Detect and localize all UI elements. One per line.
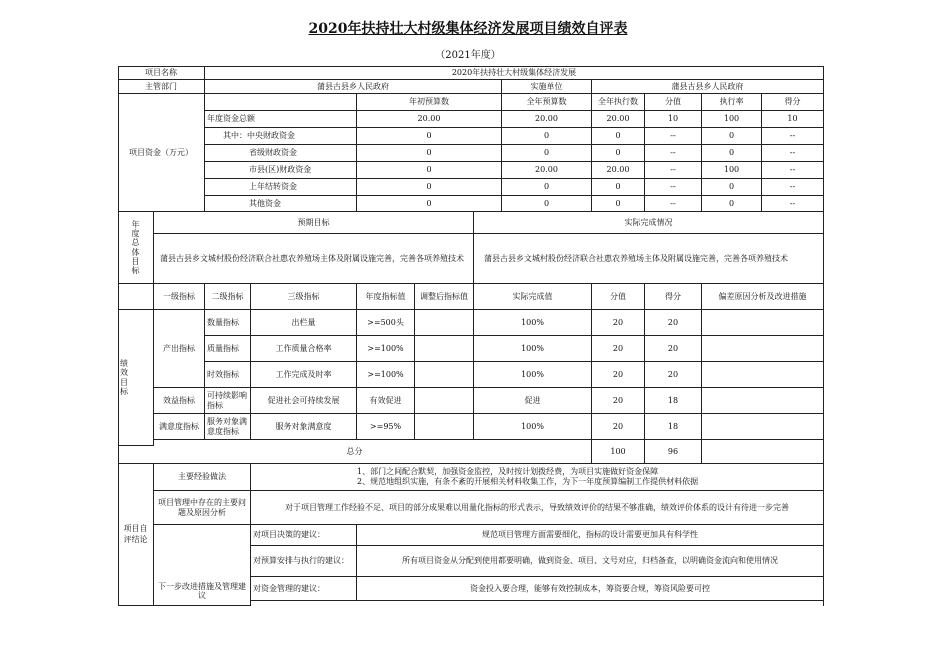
- experience-line: 2、规范地组织实施，有条不紊的开展相关材料收集工作，为下一年度预算编制工作提供材料依据: [357, 477, 699, 486]
- indicator-header: 偏差原因分析及改进措施: [702, 284, 824, 310]
- table-grid: [118, 66, 824, 606]
- total-label: 总分: [118, 440, 592, 464]
- fund-cell: 0: [502, 145, 592, 162]
- next-steps-label: 下一步改进措施及管理建议: [154, 525, 251, 606]
- fund-row-name: 其中：中央财政资金: [205, 128, 357, 145]
- fund-cell: 0: [357, 179, 502, 196]
- fund-row-name: 市县(区)财政资金: [205, 162, 357, 179]
- indicator-l1: 产出指标: [154, 310, 205, 388]
- project-name-label: 项目名称: [118, 66, 205, 80]
- fund-cell: --: [762, 196, 824, 212]
- fund-row-name: 上年结转资金: [205, 179, 357, 196]
- indicator-l2: 时效指标: [205, 362, 251, 388]
- fund-cell: --: [645, 162, 702, 179]
- performance-goal-label: 绩效目标: [118, 310, 154, 446]
- indicator-header: 年度指标值: [357, 284, 415, 310]
- indicator-adjusted: [415, 414, 474, 440]
- total-note: [702, 440, 824, 464]
- fund-cell: 100: [702, 111, 762, 128]
- indicator-adjusted: [415, 362, 474, 388]
- fund-cell: 0: [357, 196, 502, 212]
- annual-goal-label: 年度总体目标: [118, 212, 154, 284]
- indicator-score: 20: [592, 388, 645, 414]
- indicator-header: 实际完成值: [474, 284, 592, 310]
- funds-header: 分值: [645, 94, 702, 111]
- funds-header: 全年执行数: [592, 94, 645, 111]
- fund-cell: --: [762, 162, 824, 179]
- indicator-actual: 100%: [474, 362, 592, 388]
- funds-header-blank: [205, 94, 357, 111]
- indicator-got: 18: [645, 388, 702, 414]
- funds-header: 执行率: [702, 94, 762, 111]
- problem-label: 项目管理中存在的主要问题及原因分析: [154, 491, 251, 525]
- indicator-score: 20: [592, 336, 645, 362]
- fund-cell: --: [762, 128, 824, 145]
- indicator-header: 调整后指标值: [415, 284, 474, 310]
- fund-cell: 10: [762, 111, 824, 128]
- indicator-l2: 数量指标: [205, 310, 251, 336]
- fund-cell: 20.00: [502, 111, 592, 128]
- indicator-score: 20: [592, 362, 645, 388]
- expected-goal-header: 预期目标: [154, 212, 474, 234]
- fund-cell: --: [762, 145, 824, 162]
- fund-cell: 20.00: [592, 162, 645, 179]
- fund-cell: 0: [502, 179, 592, 196]
- indicator-actual: 100%: [474, 310, 592, 336]
- indicator-header: 分值: [592, 284, 645, 310]
- indicator-adjusted: [415, 310, 474, 336]
- indicator-got: 18: [645, 414, 702, 440]
- indicator-score: 20: [592, 414, 645, 440]
- indicator-corner: [118, 284, 154, 310]
- indicator-header: 一级指标: [154, 284, 205, 310]
- indicator-l1: 满意度指标: [154, 414, 205, 440]
- indicator-adjusted: [415, 388, 474, 414]
- advice-value: 所有项目资金从分配到使用都要明确，做到资金、项目、文号对应，归档备查，以明确资金流向和使用情况: [357, 546, 824, 577]
- actual-goal-header: 实际完成情况: [474, 212, 824, 234]
- fund-cell: --: [645, 145, 702, 162]
- indicator-got: 20: [645, 362, 702, 388]
- indicator-note: [702, 310, 824, 336]
- indicator-got: 20: [645, 336, 702, 362]
- fund-cell: 0: [357, 162, 502, 179]
- funds-header: 得分: [762, 94, 824, 111]
- fund-cell: 0: [702, 196, 762, 212]
- fund-cell: 0: [592, 128, 645, 145]
- fund-cell: 0: [592, 145, 645, 162]
- fund-cell: 0: [702, 128, 762, 145]
- indicator-l3: 促进社会可持续发展: [251, 388, 357, 414]
- fund-row-name: 年度资金总额: [205, 111, 357, 128]
- fund-cell: 0: [502, 196, 592, 212]
- fund-cell: --: [645, 179, 702, 196]
- fund-cell: 0: [702, 145, 762, 162]
- indicator-l2: 质量指标: [205, 336, 251, 362]
- fund-cell: 0: [592, 179, 645, 196]
- funds-header: 年初预算数: [357, 94, 502, 111]
- advice-key: 对资金管理的建议：: [251, 577, 357, 601]
- indicator-target: >=500头: [357, 310, 415, 336]
- experience-line: 1、部门之间配合默契，加强资金监控，及时按计划拨经费，为项目实施做好资金保障: [357, 467, 659, 477]
- indicator-target: >=100%: [357, 362, 415, 388]
- indicator-target: >=100%: [357, 336, 415, 362]
- fund-cell: 10: [645, 111, 702, 128]
- table-cut-edge: [251, 601, 824, 606]
- indicator-note: [702, 336, 824, 362]
- impl-label: 实施单位: [502, 80, 592, 94]
- indicator-note: [702, 414, 824, 440]
- conclusion-label: 项目自评结论: [118, 464, 154, 606]
- indicator-actual: 100%: [474, 414, 592, 440]
- advice-key: 对预算安排与执行的建议：: [251, 546, 357, 577]
- indicator-actual: 100%: [474, 336, 592, 362]
- indicator-l2: 服务对象满意度指标: [205, 414, 251, 440]
- advice-value: 资金投入要合理，能够有效控制成本，筹资要合规，筹资风险要可控: [357, 577, 824, 601]
- fund-cell: --: [645, 128, 702, 145]
- indicator-target: >=95%: [357, 414, 415, 440]
- advice-value: 规范项目管理方面需要细化，指标的设计需要更加具有科学性: [357, 525, 824, 546]
- fund-cell: 20.00: [502, 162, 592, 179]
- fund-cell: --: [645, 196, 702, 212]
- indicator-l3: 工作质量合格率: [251, 336, 357, 362]
- indicator-l3: 服务对象满意度: [251, 414, 357, 440]
- indicator-actual: 促进: [474, 388, 592, 414]
- impl-value: 蒲县古县乡人民政府: [592, 80, 824, 94]
- indicator-got: 20: [645, 310, 702, 336]
- report-year: （2021年度）: [435, 50, 501, 61]
- total-score: 100: [592, 440, 645, 464]
- actual-goal: 蒲县古县乡文城村股份经济联合社惠农养殖场主体及附属设施完善，完善各项养殖技术: [474, 234, 824, 284]
- fund-cell: --: [762, 179, 824, 196]
- fund-cell: 100: [702, 162, 762, 179]
- fund-cell: 0: [592, 196, 645, 212]
- dept-label: 主管部门: [118, 80, 205, 94]
- page-title: 2020年扶持壮大村级集体经济发展项目绩效自评表: [308, 21, 628, 37]
- indicator-note: [702, 362, 824, 388]
- experience-text: [251, 464, 824, 491]
- funds-label: 项目资金（万元）: [118, 94, 205, 212]
- indicator-l3: 工作完成及时率: [251, 362, 357, 388]
- experience-label: 主要经验做法: [154, 464, 251, 491]
- total-got: 96: [645, 440, 702, 464]
- indicator-note: [702, 388, 824, 414]
- fund-cell: 0: [502, 128, 592, 145]
- indicator-l2: 可持续影响指标: [205, 388, 251, 414]
- indicator-header: 二级指标: [205, 284, 251, 310]
- indicator-adjusted: [415, 336, 474, 362]
- expected-goal: 蒲县古县乡文城村股份经济联合社惠农养殖场主体及附属设施完善，完善各项养殖技术: [154, 234, 474, 284]
- fund-row-name: 省级财政资金: [205, 145, 357, 162]
- advice-key: 对项目决策的建议：: [251, 525, 357, 546]
- indicator-l3: 出栏量: [251, 310, 357, 336]
- indicator-header: 三级指标: [251, 284, 357, 310]
- fund-cell: 20.00: [357, 111, 502, 128]
- problem-text: 对于项目管理工作经验不足、项目的部分成果难以用量化指标的形式表示，导致绩效评价的结果不够准确，绩效评价体系的设计有待进一步完善: [251, 491, 824, 525]
- indicator-target: 有效促进: [357, 388, 415, 414]
- project-name: 2020年扶持壮大村级集体经济发展: [205, 66, 824, 80]
- indicator-score: 20: [592, 310, 645, 336]
- fund-cell: 0: [702, 179, 762, 196]
- fund-cell: 0: [357, 128, 502, 145]
- funds-header: 全年预算数: [502, 94, 592, 111]
- indicator-l1: 效益指标: [154, 388, 205, 414]
- fund-cell: 0: [357, 145, 502, 162]
- fund-cell: 20.00: [592, 111, 645, 128]
- fund-row-name: 其他资金: [205, 196, 357, 212]
- dept-value: 蒲县古县乡人民政府: [205, 80, 502, 94]
- indicator-header: 得分: [645, 284, 702, 310]
